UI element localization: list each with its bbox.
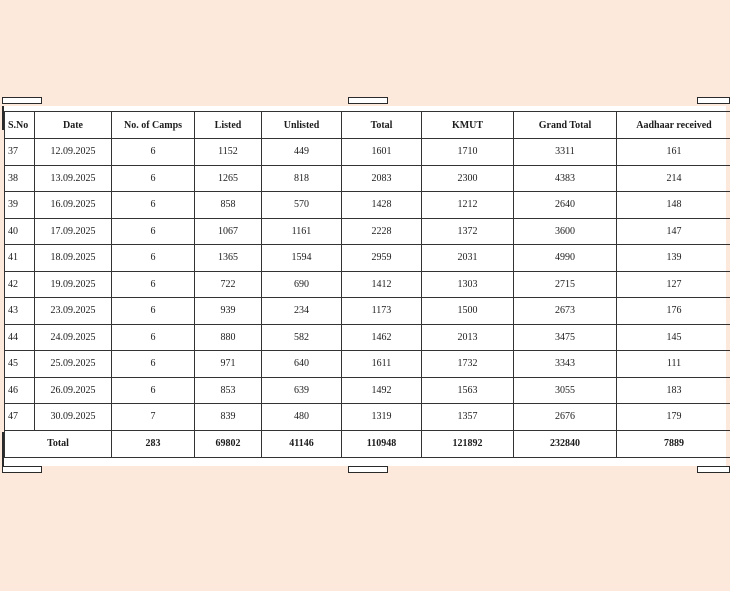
cell-aadhaar: 111 [617,351,730,378]
cell-kmut: 1500 [422,298,514,325]
crop-handle-top-right[interactable] [697,97,730,104]
crop-handle-bottom-right[interactable] [697,466,730,473]
cell-listed: 1067 [195,218,262,245]
cell-kmut: 1212 [422,192,514,219]
cell-date: 17.09.2025 [35,218,112,245]
cell-unlisted: 480 [262,404,342,431]
table-row [5,324,730,351]
cell-sno: 45 [5,351,35,378]
cell-grand-total: 4990 [514,245,617,272]
cell-date: 12.09.2025 [35,139,112,166]
table-row [5,165,730,192]
header-listed: Listed [195,112,262,139]
crop-handle-left-bottom[interactable] [2,432,4,466]
cell-listed: 858 [195,192,262,219]
cell-date: 23.09.2025 [35,298,112,325]
table-row [5,404,730,431]
cell-kmut: 1710 [422,139,514,166]
cell-aadhaar: 176 [617,298,730,325]
total-listed: 69802 [195,430,262,457]
cell-grand-total: 3600 [514,218,617,245]
cell-total: 1492 [342,377,422,404]
crop-handle-bottom-center[interactable] [348,466,388,473]
table-row [5,139,730,166]
cell-sno: 40 [5,218,35,245]
cell-camps: 6 [112,245,195,272]
camp-summary-table [4,111,730,458]
table-row [5,271,730,298]
cell-grand-total: 2640 [514,192,617,219]
cell-sno: 43 [5,298,35,325]
cell-kmut: 2013 [422,324,514,351]
cell-unlisted: 818 [262,165,342,192]
cell-listed: 971 [195,351,262,378]
table-row [5,298,730,325]
cell-grand-total: 3475 [514,324,617,351]
cell-kmut: 1372 [422,218,514,245]
cell-listed: 722 [195,271,262,298]
cell-total: 1428 [342,192,422,219]
crop-handle-top-left[interactable] [2,97,42,104]
total-grand-total: 232840 [514,430,617,457]
total-kmut: 121892 [422,430,514,457]
cell-total: 2959 [342,245,422,272]
cell-unlisted: 582 [262,324,342,351]
cell-kmut: 1563 [422,377,514,404]
cell-total: 1173 [342,298,422,325]
cell-kmut: 1357 [422,404,514,431]
cell-aadhaar: 139 [617,245,730,272]
header-camps: No. of Camps [112,112,195,139]
crop-handle-top-center[interactable] [348,97,388,104]
cell-camps: 6 [112,271,195,298]
cell-kmut: 2300 [422,165,514,192]
cell-listed: 1365 [195,245,262,272]
header-grand-total: Grand Total [514,112,617,139]
table-viewport [4,106,730,466]
cell-unlisted: 1594 [262,245,342,272]
cell-listed: 1152 [195,139,262,166]
total-unlisted: 41146 [262,430,342,457]
cell-total: 2083 [342,165,422,192]
cell-grand-total: 2676 [514,404,617,431]
cell-camps: 6 [112,165,195,192]
cell-listed: 839 [195,404,262,431]
cell-listed: 880 [195,324,262,351]
cell-unlisted: 234 [262,298,342,325]
table-row [5,377,730,404]
total-label: Total [5,430,112,457]
cell-unlisted: 570 [262,192,342,219]
cell-kmut: 2031 [422,245,514,272]
cell-camps: 6 [112,351,195,378]
header-unlisted: Unlisted [262,112,342,139]
cell-grand-total: 2715 [514,271,617,298]
cell-sno: 41 [5,245,35,272]
cell-total: 1611 [342,351,422,378]
cell-grand-total: 3055 [514,377,617,404]
crop-handle-left-top[interactable] [2,106,4,130]
cell-unlisted: 639 [262,377,342,404]
cell-date: 13.09.2025 [35,165,112,192]
cell-sno: 42 [5,271,35,298]
table-body [5,139,730,458]
cell-date: 18.09.2025 [35,245,112,272]
header-kmut: KMUT [422,112,514,139]
cell-grand-total: 3343 [514,351,617,378]
cell-camps: 6 [112,377,195,404]
cell-total: 1412 [342,271,422,298]
cell-aadhaar: 214 [617,165,730,192]
cell-aadhaar: 183 [617,377,730,404]
cell-aadhaar: 127 [617,271,730,298]
cell-sno: 37 [5,139,35,166]
cell-unlisted: 449 [262,139,342,166]
header-date: Date [35,112,112,139]
cell-sno: 44 [5,324,35,351]
cell-date: 16.09.2025 [35,192,112,219]
total-camps: 283 [112,430,195,457]
cell-total: 1601 [342,139,422,166]
cell-total: 1319 [342,404,422,431]
cell-unlisted: 690 [262,271,342,298]
cell-camps: 6 [112,324,195,351]
header-total: Total [342,112,422,139]
cell-date: 25.09.2025 [35,351,112,378]
cell-total: 2228 [342,218,422,245]
table-row [5,351,730,378]
crop-handle-bottom-left[interactable] [2,466,42,473]
cell-aadhaar: 161 [617,139,730,166]
cell-total: 1462 [342,324,422,351]
document-sheet [4,106,726,466]
total-row [5,430,730,457]
cell-date: 26.09.2025 [35,377,112,404]
cell-kmut: 1303 [422,271,514,298]
cell-grand-total: 2673 [514,298,617,325]
cell-camps: 7 [112,404,195,431]
cell-unlisted: 1161 [262,218,342,245]
cell-sno: 39 [5,192,35,219]
cell-sno: 38 [5,165,35,192]
cell-listed: 1265 [195,165,262,192]
header-aadhaar: Aadhaar received [617,112,730,139]
cell-sno: 47 [5,404,35,431]
header-sno: S.No [5,112,35,139]
cell-sno: 46 [5,377,35,404]
table-row [5,218,730,245]
cell-camps: 6 [112,139,195,166]
cell-listed: 939 [195,298,262,325]
cell-camps: 6 [112,298,195,325]
table-row [5,245,730,272]
cell-aadhaar: 148 [617,192,730,219]
cell-aadhaar: 179 [617,404,730,431]
cell-date: 24.09.2025 [35,324,112,351]
total-aadhaar: 7889 [617,430,730,457]
cell-listed: 853 [195,377,262,404]
cell-grand-total: 3311 [514,139,617,166]
cell-kmut: 1732 [422,351,514,378]
cell-camps: 6 [112,218,195,245]
cell-camps: 6 [112,192,195,219]
cell-date: 30.09.2025 [35,404,112,431]
total-total: 110948 [342,430,422,457]
header-row [5,112,730,139]
cell-date: 19.09.2025 [35,271,112,298]
cell-aadhaar: 145 [617,324,730,351]
cell-unlisted: 640 [262,351,342,378]
cell-grand-total: 4383 [514,165,617,192]
table-row [5,192,730,219]
cell-aadhaar: 147 [617,218,730,245]
